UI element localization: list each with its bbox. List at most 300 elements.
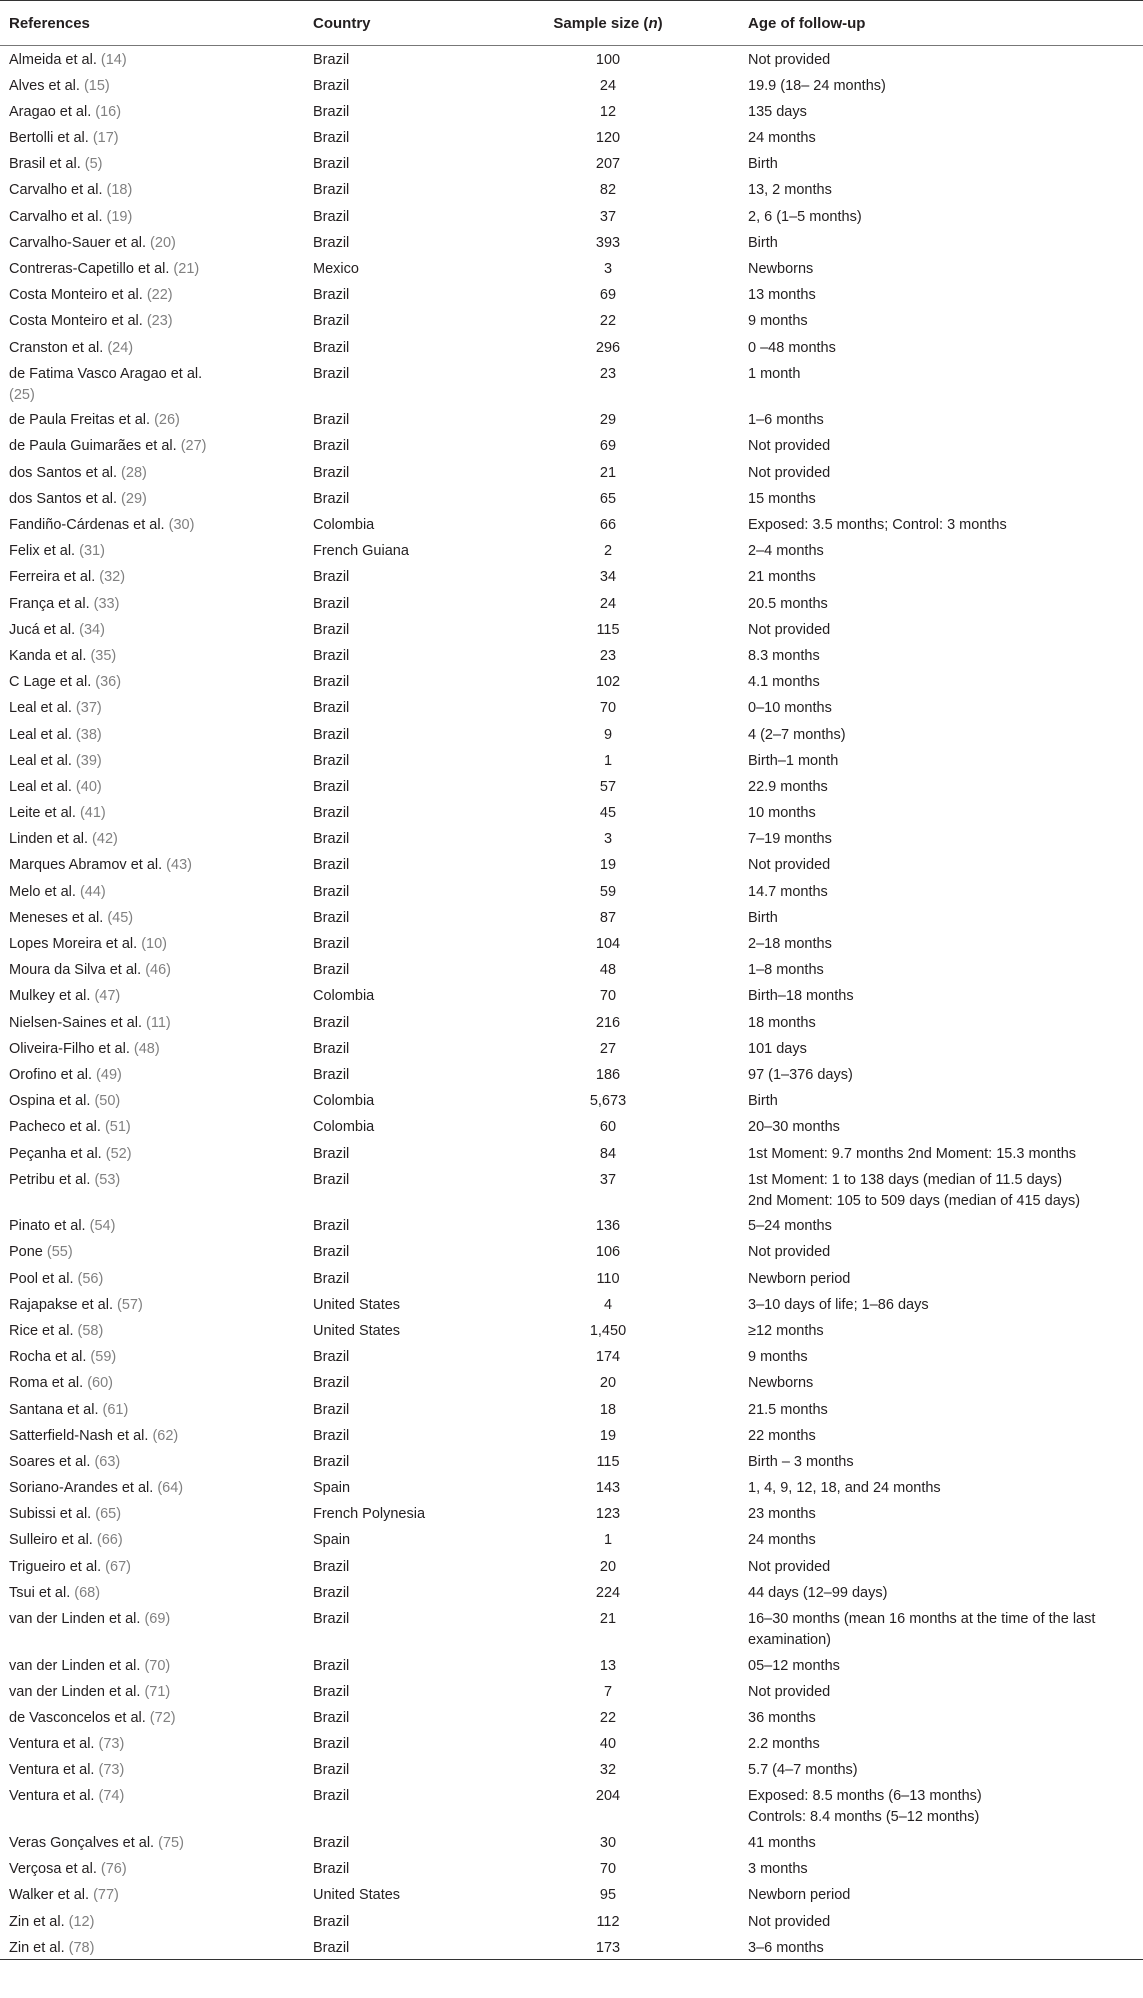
sample-size-cell: 12	[599, 103, 617, 120]
reference-cell	[0, 1553, 313, 1579]
reference-cell	[0, 1605, 313, 1652]
country-cell: Brazil	[313, 287, 350, 304]
age-text: 2–18 months	[748, 936, 832, 952]
age-text: 2–4 months	[748, 543, 824, 560]
country-cell: French Polynesia	[313, 1506, 426, 1523]
reference-cell	[0, 1396, 313, 1422]
country-cell: Colombia	[313, 1093, 375, 1110]
age-text: 05–12 months	[748, 1657, 840, 1674]
sample-size-cell: 19	[599, 857, 617, 874]
sample-size-cell: 106	[595, 1244, 621, 1261]
sample-size-cell: 70	[599, 1861, 617, 1878]
age-text: 22 months	[748, 1427, 816, 1444]
table-row	[0, 1369, 1143, 1395]
country-cell: Brazil	[313, 1861, 350, 1878]
citation-number: (76)	[100, 1861, 127, 1878]
country-cell: Brazil	[313, 647, 350, 664]
table-row	[0, 255, 1143, 281]
citation-number: (72)	[149, 1709, 176, 1726]
age-text: 2.2 months	[748, 1736, 820, 1753]
reference-cell	[0, 459, 313, 485]
country-cell: Brazil	[313, 412, 350, 429]
author-text: Soriano-Arandes et al.	[9, 1480, 154, 1497]
age-cell	[748, 229, 1143, 255]
author-text: Tsui et al.	[9, 1584, 71, 1601]
age-text: 7–19 months	[748, 831, 832, 848]
author-text: Ventura et al.	[9, 1736, 95, 1753]
table-row	[0, 1526, 1143, 1552]
age-text: 1, 4, 9, 12, 18, and 24 months	[748, 1480, 941, 1497]
author-text: Almeida et al.	[9, 52, 97, 68]
citation-number: (21)	[173, 261, 200, 277]
age-text-line2: 2nd Moment: 105 to 509 days (median of 415 days)	[748, 1192, 1081, 1209]
country-cell: French Guiana	[313, 543, 409, 560]
table-row	[0, 176, 1143, 202]
citation-number: (50)	[94, 1093, 121, 1110]
sample-size-cell: 123	[595, 1506, 621, 1523]
sample-size-cell: 216	[595, 1014, 621, 1031]
sample-size-cell: 102	[595, 674, 621, 691]
reference-cell	[0, 694, 313, 720]
sample-size-cell: 59	[599, 883, 617, 900]
citation-number: (38)	[75, 726, 102, 743]
author-text: Carvalho et al.	[9, 182, 103, 199]
reference-cell	[0, 799, 313, 825]
country-cell: Brazil	[313, 778, 350, 795]
age-text: Newborn period	[748, 1270, 851, 1287]
age-cell	[748, 432, 1143, 458]
sample-size-cell: 95	[599, 1887, 617, 1904]
author-text: Pool et al.	[9, 1270, 74, 1287]
table-row	[0, 1652, 1143, 1678]
country-cell: Colombia	[313, 988, 375, 1005]
table-row	[0, 1265, 1143, 1291]
sample-size-cell: 70	[599, 988, 617, 1005]
country-cell: Brazil	[313, 1913, 350, 1930]
age-cell	[748, 1704, 1143, 1730]
citation-number: (41)	[79, 805, 106, 822]
age-cell	[748, 1855, 1143, 1881]
age-cell	[748, 825, 1143, 851]
age-cell	[748, 1652, 1143, 1678]
citation-number: (61)	[102, 1401, 129, 1418]
author-text: dos Santos et al.	[9, 464, 118, 481]
citation-number: (16)	[95, 103, 122, 120]
citation-number: (15)	[83, 77, 110, 94]
age-text: 97 (1–376 days)	[748, 1066, 853, 1083]
age-text: 13, 2 months	[748, 182, 832, 199]
citation-number: (30)	[168, 517, 195, 533]
table-row	[0, 1730, 1143, 1756]
header-age-of-follow-up: Age of follow-up	[748, 1, 1143, 46]
table-row	[0, 334, 1143, 360]
age-cell	[748, 406, 1143, 432]
reference-cell	[0, 537, 313, 563]
reference-cell	[0, 1474, 313, 1500]
author-text: de Paula Freitas et al.	[9, 412, 151, 429]
country-cell: Brazil	[313, 438, 350, 455]
citation-number: (55)	[46, 1244, 73, 1261]
sample-size-cell: 66	[599, 517, 617, 533]
reference-cell	[0, 1369, 313, 1395]
author-text: Peçanha et al.	[9, 1145, 102, 1162]
sample-size-cell: 393	[595, 234, 621, 251]
sample-size-cell: 1,450	[589, 1322, 627, 1339]
citation-number: (49)	[96, 1066, 122, 1083]
reference-cell	[0, 563, 313, 589]
sample-size-cell: 2	[603, 543, 613, 560]
table-row	[0, 851, 1143, 877]
citation-number: (56)	[77, 1270, 104, 1287]
sample-size-cell: 29	[599, 412, 617, 429]
author-text: Costa Monteiro et al.	[9, 313, 143, 330]
citation-number: (54)	[89, 1218, 116, 1235]
author-text: Santana et al.	[9, 1401, 99, 1418]
author-text: Soares et al.	[9, 1453, 91, 1470]
reference-cell	[0, 1704, 313, 1730]
country-cell: Brazil	[313, 1040, 350, 1057]
table-row	[0, 281, 1143, 307]
age-text: 44 days (12–99 days)	[748, 1584, 888, 1601]
author-text: Costa Monteiro et al.	[9, 287, 143, 304]
age-cell	[748, 537, 1143, 563]
table-row	[0, 1855, 1143, 1881]
age-text: 14.7 months	[748, 883, 828, 900]
citation-number: (36)	[95, 674, 122, 691]
country-cell: Brazil	[313, 182, 350, 199]
age-cell	[748, 747, 1143, 773]
citation-number: (42)	[92, 831, 118, 848]
age-cell	[748, 1422, 1143, 1448]
age-text: 135 days	[748, 103, 807, 120]
country-cell: Brazil	[313, 936, 350, 952]
age-cell	[748, 1448, 1143, 1474]
country-cell: Brazil	[313, 621, 350, 638]
sample-size-cell: 104	[595, 936, 621, 952]
citation-number: (71)	[144, 1683, 171, 1700]
age-cell	[748, 1500, 1143, 1526]
age-cell	[748, 1113, 1143, 1139]
citation-number: (74)	[98, 1788, 125, 1805]
age-text: 1st Moment: 9.7 months 2nd Moment: 15.3 months	[748, 1145, 1077, 1162]
age-text: Not provided	[748, 464, 831, 481]
table-row	[0, 1934, 1143, 1960]
table-row	[0, 1009, 1143, 1035]
age-cell	[748, 485, 1143, 511]
age-text: Birth	[748, 234, 778, 251]
age-cell	[748, 1238, 1143, 1264]
age-cell	[748, 773, 1143, 799]
sample-size-cell: 18	[599, 1401, 617, 1418]
sample-size-cell: 3	[603, 831, 613, 848]
country-cell: Brazil	[313, 1788, 350, 1805]
country-cell: United States	[313, 1322, 401, 1339]
table-row	[0, 46, 1143, 72]
reference-cell	[0, 668, 313, 694]
table-row	[0, 229, 1143, 255]
author-text: Ventura et al.	[9, 1762, 95, 1779]
citation-number: (58)	[77, 1322, 104, 1339]
reference-cell	[0, 1343, 313, 1369]
age-text: 4 (2–7 months)	[748, 726, 846, 743]
author-text: Ferreira et al.	[9, 569, 96, 586]
author-text: França et al.	[9, 595, 90, 612]
country-cell: Mexico	[313, 261, 359, 277]
age-text: 41 months	[748, 1834, 816, 1851]
citation-number: (32)	[99, 569, 126, 586]
author-text: Walker et al.	[9, 1887, 90, 1904]
author-text: Linden et al.	[9, 831, 89, 848]
author-text: Pone	[9, 1244, 43, 1261]
author-text: Satterfield-Nash et al.	[9, 1427, 149, 1444]
reference-cell	[0, 590, 313, 616]
age-cell	[748, 150, 1143, 176]
sample-size-cell: 13	[599, 1657, 617, 1674]
age-text: 1st Moment: 1 to 138 days (median of 11.5 days)	[748, 1171, 1063, 1188]
age-text: 13 months	[748, 287, 816, 304]
author-text: de Paula Guimarães et al.	[9, 438, 177, 455]
table-row	[0, 1579, 1143, 1605]
author-text: Rice et al.	[9, 1322, 74, 1339]
citation-number: (57)	[117, 1296, 143, 1313]
table-row	[0, 1829, 1143, 1855]
author-text: Kanda et al.	[9, 647, 87, 664]
author-text: Mulkey et al.	[9, 988, 91, 1005]
author-text: Pacheco et al.	[9, 1119, 101, 1136]
age-text: Exposed: 8.5 months (6–13 months)	[748, 1788, 982, 1805]
table-row	[0, 1553, 1143, 1579]
reference-cell	[0, 432, 313, 458]
reference-cell	[0, 1678, 313, 1704]
age-cell	[748, 1756, 1143, 1782]
country-cell: Brazil	[313, 52, 350, 68]
sample-size-cell: 22	[599, 313, 617, 330]
age-cell	[748, 459, 1143, 485]
country-cell: Colombia	[313, 517, 375, 533]
age-cell	[748, 1291, 1143, 1317]
age-cell	[748, 851, 1143, 877]
author-text: Leal et al.	[9, 700, 72, 717]
citation-number: (60)	[87, 1375, 113, 1392]
reference-cell	[0, 203, 313, 229]
age-cell	[748, 1553, 1143, 1579]
author-text: Orofino et al.	[9, 1066, 93, 1083]
sample-size-cell: 84	[599, 1145, 617, 1162]
age-cell	[748, 799, 1143, 825]
table-row	[0, 1396, 1143, 1422]
age-cell	[748, 98, 1143, 124]
age-text: Not provided	[748, 1683, 831, 1700]
author-text: Cranston et al.	[9, 339, 104, 356]
citation-number: (27)	[180, 438, 207, 455]
age-cell	[748, 1881, 1143, 1907]
author-text: Veras Gonçalves et al.	[9, 1834, 155, 1851]
citation-number: (24)	[107, 339, 134, 356]
sample-size-cell: 173	[468, 1934, 748, 1960]
citation-number: (62)	[152, 1427, 179, 1444]
country-cell: Brazil	[313, 1709, 350, 1726]
age-cell	[748, 668, 1143, 694]
age-cell	[748, 590, 1143, 616]
sample-size-cell: 136	[595, 1218, 621, 1235]
age-cell	[748, 1087, 1143, 1113]
reference-cell	[0, 1422, 313, 1448]
age-text: 16–30 months (mean 16 months at the time of the last	[748, 1611, 1096, 1627]
reference-cell	[0, 1829, 313, 1855]
author-text: Oliveira-Filho et al.	[9, 1040, 130, 1057]
header-row	[0, 1, 1143, 46]
citation-number: (35)	[90, 647, 117, 664]
citation-number: (11)	[146, 1014, 171, 1031]
country-cell: Brazil	[313, 1375, 350, 1392]
table-row	[0, 799, 1143, 825]
table-row	[0, 511, 1143, 537]
table-row	[0, 1238, 1143, 1264]
country-cell: Brazil	[313, 1270, 350, 1287]
age-text: Newborns	[748, 261, 814, 277]
reference-cell	[0, 281, 313, 307]
country-cell: Brazil	[313, 77, 350, 94]
age-text: 9 months	[748, 313, 808, 330]
reference-cell	[0, 1934, 313, 1960]
author-text: Leal et al.	[9, 778, 72, 795]
citation-number: (59)	[90, 1349, 117, 1366]
author-text: Carvalho et al.	[9, 208, 103, 225]
table-row	[0, 1061, 1143, 1087]
header-references: References	[0, 1, 313, 46]
table-row	[0, 773, 1143, 799]
reference-cell	[0, 1881, 313, 1907]
sample-size-cell: 174	[595, 1349, 621, 1366]
header-country: Country	[313, 1, 468, 46]
citation-number: (67)	[105, 1558, 131, 1575]
table-row	[0, 825, 1143, 851]
citation-number: (20)	[150, 234, 176, 251]
sample-size-cell: 143	[595, 1480, 621, 1497]
author-text: Contreras-Capetillo et al.	[9, 261, 170, 277]
table-row	[0, 98, 1143, 124]
sample-size-cell: 21	[599, 1611, 617, 1627]
author-text: Rajapakse et al.	[9, 1296, 113, 1313]
author-text: Leite et al.	[9, 805, 76, 822]
citation-number: (40)	[75, 778, 102, 795]
citation-number: (31)	[79, 543, 105, 560]
age-text: Not provided	[748, 1913, 831, 1930]
country-cell: Brazil	[313, 365, 350, 382]
reference-cell	[0, 1061, 313, 1087]
table-row	[0, 1448, 1143, 1474]
citation-number: (47)	[94, 988, 121, 1005]
reference-cell	[0, 98, 313, 124]
age-text: Not provided	[748, 1558, 831, 1575]
citation-number: (45)	[107, 909, 134, 926]
reference-cell	[0, 1035, 313, 1061]
sample-size-cell: 30	[599, 1834, 617, 1851]
reference-cell	[0, 851, 313, 877]
reference-cell	[0, 1009, 313, 1035]
citation-number: (73)	[98, 1736, 125, 1753]
reference-cell	[0, 229, 313, 255]
reference-cell	[0, 1730, 313, 1756]
author-text: Aragao et al.	[9, 103, 92, 120]
age-cell	[748, 255, 1143, 281]
age-cell	[748, 563, 1143, 589]
citation-number: (29)	[121, 490, 147, 507]
age-text: 1–8 months	[748, 962, 824, 979]
table-row	[0, 930, 1143, 956]
country-cell: Brazil	[313, 962, 350, 979]
author-text: Ospina et al.	[9, 1093, 91, 1110]
table-row	[0, 1908, 1143, 1934]
country-cell: Brazil	[313, 1401, 350, 1418]
age-text: Birth	[748, 909, 778, 926]
author-text: Carvalho-Sauer et al.	[9, 234, 147, 251]
country-cell: Brazil	[313, 103, 350, 120]
age-cell	[748, 1782, 1143, 1829]
country-cell: Brazil	[313, 1736, 350, 1753]
sample-size-cell: 70	[599, 700, 617, 717]
country-cell: Brazil	[313, 1834, 350, 1851]
author-text: Leal et al.	[9, 726, 72, 743]
reference-cell	[0, 124, 313, 150]
author-text: Moura da Silva et al.	[9, 962, 142, 979]
age-text: 0 –48 months	[748, 339, 836, 356]
age-text: Newborn period	[748, 1887, 851, 1904]
age-text: 20.5 months	[748, 595, 828, 612]
reference-cell	[0, 721, 313, 747]
sample-size-cell: 204	[595, 1788, 621, 1805]
author-text: van der Linden et al.	[9, 1683, 141, 1700]
age-cell	[748, 1908, 1143, 1934]
citation-number: (5)	[84, 156, 103, 173]
sample-size-cell: 32	[599, 1762, 617, 1779]
sample-size-cell: 100	[595, 52, 621, 68]
author-text: Zin et al.	[9, 1939, 65, 1956]
age-text: Exposed: 3.5 months; Control: 3 months	[748, 517, 1007, 533]
citation-number: (53)	[94, 1171, 121, 1188]
table-row	[0, 563, 1143, 589]
country-cell: Brazil	[313, 1657, 350, 1674]
sample-size-cell: 82	[599, 182, 617, 199]
sample-size-cell: 48	[599, 962, 617, 979]
age-cell	[748, 878, 1143, 904]
age-text: Birth – 3 months	[748, 1453, 854, 1470]
citation-number: (28)	[121, 464, 147, 481]
age-text: 15 months	[748, 490, 816, 507]
reference-cell	[0, 930, 313, 956]
age-cell	[748, 1369, 1143, 1395]
country-cell: Brazil	[313, 1427, 350, 1444]
author-text: van der Linden et al.	[9, 1611, 141, 1627]
author-text: Subissi et al.	[9, 1506, 92, 1523]
sample-size-cell: 65	[599, 490, 617, 507]
age-text-line2: Controls: 8.4 months (5–12 months)	[748, 1809, 980, 1826]
citation-number: (39)	[75, 752, 102, 769]
table-row	[0, 982, 1143, 1008]
age-text: ≥12 months	[748, 1322, 824, 1339]
country-cell: Spain	[313, 1532, 351, 1549]
citation-number: (25)	[9, 386, 35, 403]
reference-cell	[0, 747, 313, 773]
sample-size-cell: 20	[599, 1375, 617, 1392]
reference-cell	[0, 1166, 313, 1213]
age-text: 8.3 months	[748, 647, 820, 664]
sample-size-cell: 69	[599, 287, 617, 304]
table-row	[0, 616, 1143, 642]
age-cell	[748, 124, 1143, 150]
reference-cell	[0, 1448, 313, 1474]
age-cell	[748, 176, 1143, 202]
